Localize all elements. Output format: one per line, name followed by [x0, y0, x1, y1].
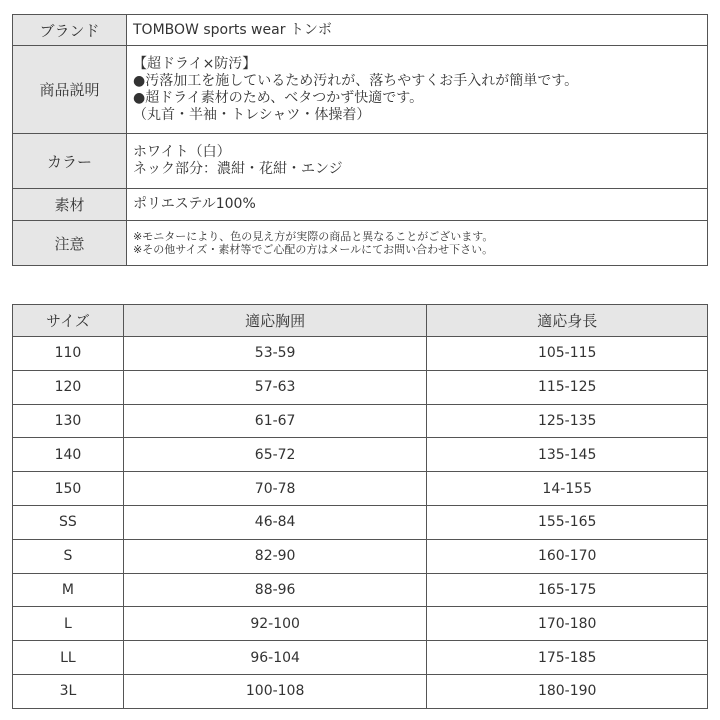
header-size: サイズ: [13, 305, 124, 337]
table-row: [13, 505, 708, 539]
color-line: ネック部分：濃紺・花紺・エンジ: [133, 161, 343, 177]
brand-label: ブランド: [13, 15, 127, 46]
description-line: （丸首・半袖・トレシャツ・体操着）: [133, 106, 371, 123]
header-height: 適応身長: [427, 305, 708, 337]
size-table: [12, 304, 708, 709]
notes-row: [13, 221, 708, 266]
table-row: [13, 674, 708, 708]
brand-row: [13, 15, 708, 46]
chest-cell: 70-78: [123, 472, 427, 506]
description-label: 商品説明: [13, 46, 127, 134]
size-cell: 3L: [13, 674, 124, 708]
size-cell: 140: [13, 438, 124, 472]
notes-line: ※モニターにより、色の見え方が実際の商品と異なることがございます。: [133, 230, 494, 243]
height-cell: 175-185: [427, 641, 708, 675]
size-table-header: [13, 305, 708, 337]
table-row: [13, 337, 708, 371]
chest-cell: 53-59: [123, 337, 427, 371]
table-row: [13, 539, 708, 573]
height-cell: 170-180: [427, 607, 708, 641]
height-cell: 125-135: [427, 404, 708, 438]
notes-value: [127, 221, 708, 266]
height-cell: 14-155: [427, 472, 708, 506]
color-value: [127, 134, 708, 189]
chest-cell: 96-104: [123, 641, 427, 675]
chest-cell: 57-63: [123, 370, 427, 404]
size-cell: L: [13, 607, 124, 641]
product-info-table: [12, 14, 708, 266]
description-row: [13, 46, 708, 134]
table-row: [13, 370, 708, 404]
table-row: [13, 404, 708, 438]
notes-label: 注意: [13, 221, 127, 266]
chest-cell: 100-108: [123, 674, 427, 708]
height-cell: 105-115: [427, 337, 708, 371]
height-cell: 180-190: [427, 674, 708, 708]
color-row: [13, 134, 708, 189]
table-row: [13, 438, 708, 472]
height-cell: 135-145: [427, 438, 708, 472]
material-row: [13, 189, 708, 221]
chest-cell: 65-72: [123, 438, 427, 472]
description-line: 【超ドライ×防汚】: [133, 55, 257, 72]
size-cell: M: [13, 573, 124, 607]
color-label: カラー: [13, 134, 127, 189]
height-cell: 165-175: [427, 573, 708, 607]
size-cell: 120: [13, 370, 124, 404]
header-chest: 適応胸囲: [123, 305, 427, 337]
material-value: ポリエステル100%: [127, 189, 708, 221]
table-row: [13, 472, 708, 506]
chest-cell: 61-67: [123, 404, 427, 438]
color-line: ホワイト（白）: [133, 144, 231, 160]
table-row: [13, 607, 708, 641]
brand-value: TOMBOW sports wear トンボ: [127, 15, 708, 46]
height-cell: 155-165: [427, 505, 708, 539]
size-cell: 150: [13, 472, 124, 506]
height-cell: 115-125: [427, 370, 708, 404]
table-row: [13, 573, 708, 607]
description-line: ●超ドライ素材のため、ベタつかず快適です。: [133, 89, 424, 106]
chest-cell: 92-100: [123, 607, 427, 641]
material-label: 素材: [13, 189, 127, 221]
size-cell: 110: [13, 337, 124, 371]
description-value: [127, 46, 708, 134]
size-cell: LL: [13, 641, 124, 675]
size-cell: S: [13, 539, 124, 573]
table-row: [13, 641, 708, 675]
chest-cell: 46-84: [123, 505, 427, 539]
description-line: ●汚落加工を施しているため汚れが、落ちやすくお手入れが簡単です。: [133, 72, 579, 89]
height-cell: 160-170: [427, 539, 708, 573]
chest-cell: 88-96: [123, 573, 427, 607]
size-cell: SS: [13, 505, 124, 539]
chest-cell: 82-90: [123, 539, 427, 573]
notes-line: ※その他サイズ・素材等でご心配の方はメールにてお問い合わせ下さい。: [133, 243, 494, 256]
size-cell: 130: [13, 404, 124, 438]
